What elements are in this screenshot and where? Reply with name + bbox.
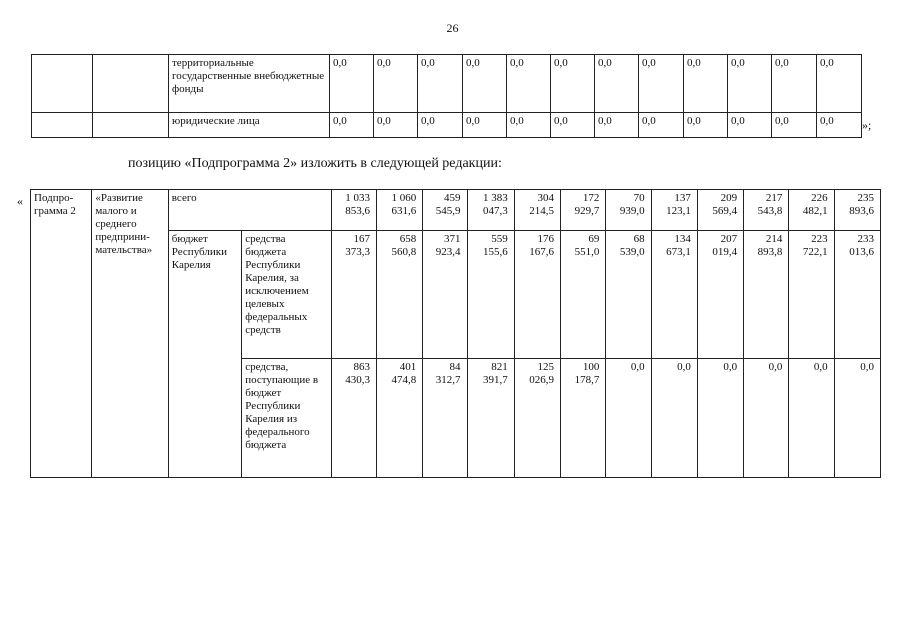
regional-label-cell — [242, 231, 332, 359]
value-text: 223 722,1 — [802, 233, 828, 258]
page-number: 26 — [446, 21, 459, 35]
value-cell — [834, 231, 880, 359]
value-cell: 0,0 — [507, 113, 551, 138]
empty-cell — [93, 55, 169, 113]
value-text: 209 569,4 — [712, 192, 738, 217]
subprogram-2-table — [30, 189, 881, 478]
value-cell: 0,0 — [772, 55, 817, 113]
budget-label-cell — [168, 231, 241, 478]
value-cell — [789, 231, 834, 359]
subprogram-code: Подпро- грамма 2 — [34, 192, 76, 217]
value-cell: 0,0 — [551, 55, 595, 113]
value-cell — [834, 359, 880, 478]
value-text: 0,0 — [860, 361, 874, 373]
value-cell: 0,0 — [817, 113, 862, 138]
value-text: 1 383 047,3 — [483, 192, 508, 217]
federal-label: средства, поступающие в бюджет Республики Карелия из федерального бюджета — [245, 361, 319, 451]
value-text: 0,0 — [768, 361, 783, 373]
value-cell — [423, 190, 467, 231]
value-cell — [789, 190, 834, 231]
value-cell — [651, 359, 697, 478]
value-cell — [377, 190, 423, 231]
value-text: 0,0 — [813, 361, 828, 373]
value-cell — [467, 190, 514, 231]
value-text: 68 539,0 — [619, 233, 645, 258]
value-text: 401 474,8 — [391, 361, 417, 386]
value-cell — [561, 359, 606, 478]
subprogram-title: «Развитие малого и среднего предприни-мательства» — [95, 192, 153, 256]
value-cell — [561, 231, 606, 359]
value-cell: 0,0 — [684, 113, 728, 138]
value-cell: 0,0 — [639, 113, 684, 138]
row-label: юридические лица — [169, 113, 330, 138]
value-cell: 0,0 — [728, 113, 772, 138]
value-cell: 0,0 — [772, 113, 817, 138]
federal-label-cell — [242, 359, 332, 478]
value-cell — [423, 231, 467, 359]
value-cell — [467, 231, 514, 359]
value-cell — [744, 359, 789, 478]
value-cell — [697, 190, 743, 231]
value-cell — [697, 359, 743, 478]
row-label: территориальные государственные внебюджетные фонды — [169, 55, 330, 113]
value-text: 137 123,1 — [666, 192, 691, 217]
opening-quote: « — [17, 194, 23, 208]
value-cell — [606, 190, 651, 231]
table-row — [32, 55, 862, 113]
value-text: 214 893,8 — [757, 233, 783, 258]
value-text: 172 929,7 — [574, 192, 600, 217]
value-text: 125 026,9 — [529, 361, 555, 386]
value-cell: 0,0 — [330, 55, 374, 113]
value-cell — [331, 190, 376, 231]
value-text: 69 551,0 — [574, 233, 600, 258]
value-text: 217 543,8 — [757, 192, 783, 217]
value-cell: 0,0 — [418, 113, 463, 138]
value-cell: 0,0 — [330, 113, 374, 138]
value-cell — [331, 231, 376, 359]
value-cell — [606, 359, 651, 478]
value-text: 1 060 631,6 — [391, 192, 417, 217]
value-cell — [377, 359, 423, 478]
value-text: 134 673,1 — [666, 233, 691, 258]
value-cell — [377, 231, 423, 359]
value-cell: 0,0 — [374, 55, 418, 113]
value-cell — [744, 190, 789, 231]
total-label-cell — [168, 190, 331, 231]
value-text: 863 430,3 — [345, 361, 370, 386]
value-cell — [697, 231, 743, 359]
value-cell: 0,0 — [418, 55, 463, 113]
table-row — [32, 113, 862, 138]
instruction-text: позицию «Подпрограмма 2» изложить в следующей редакции: — [128, 156, 502, 171]
value-text: 371 923,4 — [435, 233, 461, 258]
value-cell: 0,0 — [817, 55, 862, 113]
value-cell: 0,0 — [595, 55, 639, 113]
value-cell: 0,0 — [684, 55, 728, 113]
value-text: 0,0 — [723, 361, 738, 373]
value-text: 167 373,3 — [345, 233, 370, 258]
value-cell — [514, 359, 560, 478]
empty-cell — [32, 55, 93, 113]
value-cell — [561, 190, 606, 231]
value-cell: 0,0 — [728, 55, 772, 113]
value-text: 84 312,7 — [435, 361, 461, 386]
value-cell — [467, 359, 514, 478]
value-text: 559 155,6 — [483, 233, 508, 258]
budget-label: бюджет Республики Карелия — [171, 233, 227, 271]
value-cell — [744, 231, 789, 359]
value-text: 1 033 853,6 — [345, 192, 370, 217]
subprogram-code-cell — [31, 190, 92, 478]
value-cell: 0,0 — [595, 113, 639, 138]
closing-quote: »; — [862, 118, 872, 132]
subprogram-title-cell — [92, 190, 168, 478]
value-cell — [651, 231, 697, 359]
value-cell — [331, 359, 376, 478]
value-text: 100 178,7 — [574, 361, 600, 386]
value-text: 304 214,5 — [529, 192, 555, 217]
value-cell: 0,0 — [551, 113, 595, 138]
value-text: 70 939,0 — [619, 192, 645, 217]
value-cell — [651, 190, 697, 231]
table-row-total — [31, 190, 881, 231]
regional-label: средства бюджета Республики Карелия, за исключением целевых федеральных средств — [245, 233, 309, 336]
empty-cell — [93, 113, 169, 138]
value-text: 821 391,7 — [483, 361, 508, 386]
value-cell: 0,0 — [374, 113, 418, 138]
funding-table-continued — [31, 54, 862, 138]
value-cell — [606, 231, 651, 359]
value-cell — [789, 359, 834, 478]
value-cell — [834, 190, 880, 231]
value-text: 235 893,6 — [849, 192, 874, 217]
value-text: 0,0 — [677, 361, 691, 373]
value-text: 658 560,8 — [391, 233, 417, 258]
value-cell: 0,0 — [463, 113, 507, 138]
value-cell: 0,0 — [507, 55, 551, 113]
value-text: 459 545,9 — [435, 192, 461, 217]
value-text: 207 019,4 — [712, 233, 738, 258]
empty-cell — [32, 113, 93, 138]
value-cell: 0,0 — [463, 55, 507, 113]
table-body — [32, 55, 862, 138]
value-cell — [423, 359, 467, 478]
value-text: 0,0 — [630, 361, 645, 373]
total-label: всего — [171, 192, 197, 204]
value-text: 233 013,6 — [849, 233, 874, 258]
value-cell: 0,0 — [639, 55, 684, 113]
value-text: 226 482,1 — [802, 192, 828, 217]
value-text: 176 167,6 — [529, 233, 555, 258]
value-cell — [514, 190, 560, 231]
value-cell — [514, 231, 560, 359]
